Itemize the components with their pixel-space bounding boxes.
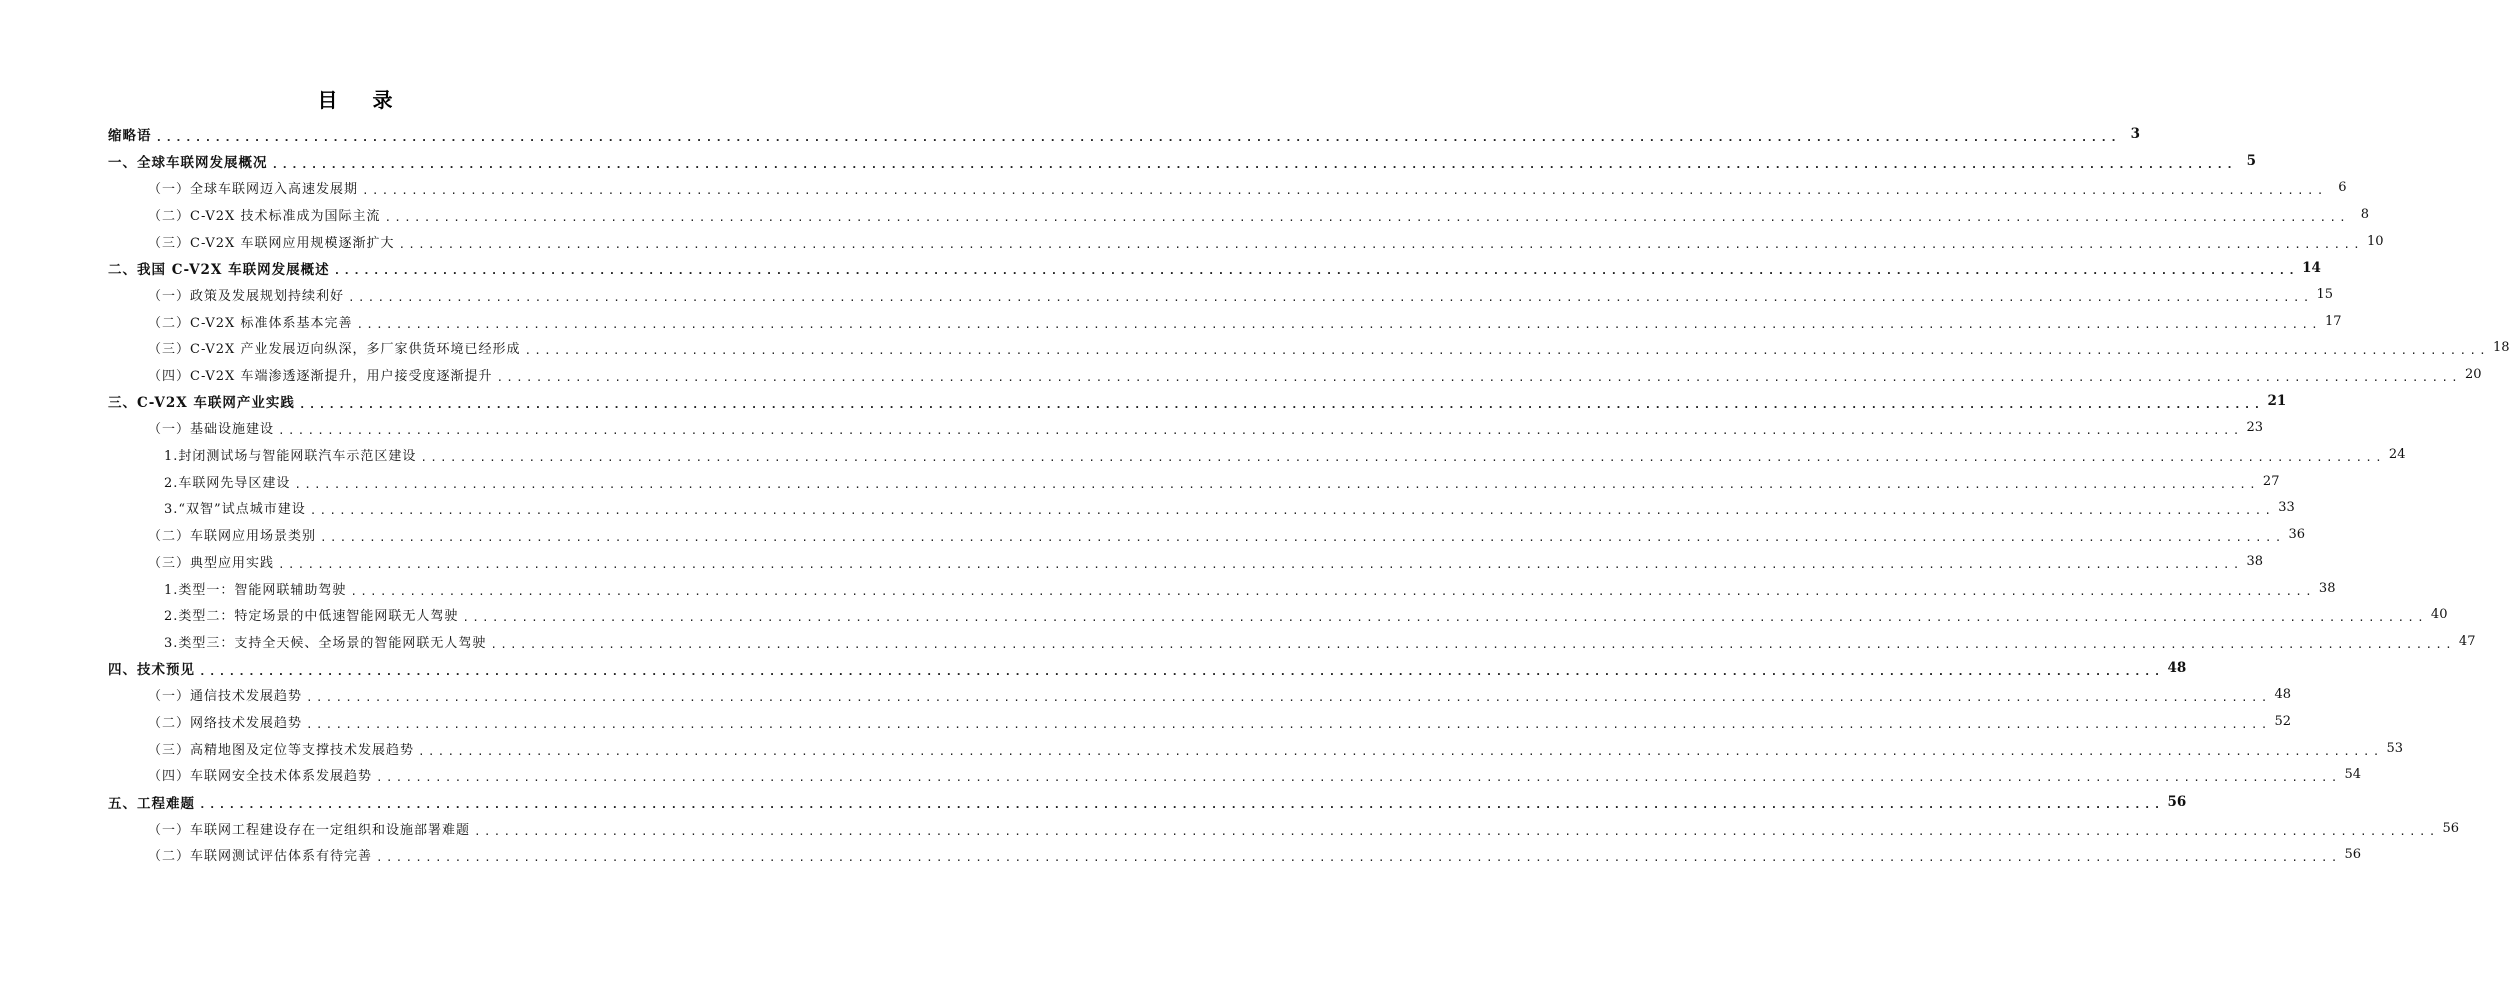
- toc-entry-title: （一）基础设施建设: [148, 422, 275, 438]
- toc-page-number: 40: [2430, 607, 2448, 623]
- toc-entry-title: （四）车联网安全技术体系发展趋势: [148, 769, 373, 785]
- toc-subsection-entry[interactable]: [0, 495, 2295, 522]
- toc-leader-dots: ........................................................................................................................................................................................................: [278, 424, 2243, 438]
- toc-leader-dots: ........................................................................................................................................................................................................: [376, 851, 2341, 865]
- toc-page-number: 36: [2288, 527, 2306, 543]
- toc-leader-dots: ........................................................................................................................................................................................................: [398, 237, 2363, 251]
- toc-page-number: 56: [2167, 793, 2187, 810]
- toc-entry-title: 3.类型三：支持全天候、全场景的智能网联无人驾驶: [164, 635, 487, 651]
- toc-leader-dots: ........................................................................................................................................................................................................: [350, 584, 2315, 598]
- toc-entry-title: （二）C-V2X 技术标准成为国际主流: [148, 208, 381, 224]
- toc-entry-title: （四）C-V2X 车端渗透逐渐提升，用户接受度逐渐提升: [148, 369, 493, 385]
- toc-entry-title: （二）车联网测试评估体系有待完善: [148, 849, 373, 865]
- toc-leader-dots: ........................................................................................................................................................................................................: [309, 504, 2275, 518]
- toc-chapter-entry[interactable]: [0, 388, 2287, 415]
- toc-page-number: 47: [2458, 633, 2476, 649]
- toc-leader-dots: ........................................................................................................................................................................................................: [384, 210, 2349, 224]
- toc-section-entry[interactable]: [0, 415, 2264, 442]
- toc-page-number: 52: [2274, 713, 2292, 729]
- toc-page-number: 8: [2360, 206, 2369, 222]
- toc-leader-dots: ........................................................................................................................................................................................................: [376, 771, 2341, 785]
- toc-page-number: 56: [2442, 820, 2460, 836]
- toc-leader-dots: ........................................................................................................................................................................................................: [348, 290, 2313, 304]
- toc-leader-dots: ........................................................................................................................................................................................................: [420, 451, 2385, 465]
- toc-leader-dots: ........................................................................................................................................................................................................: [474, 824, 2439, 838]
- toc-subsection-entry[interactable]: [0, 628, 2476, 655]
- toc-page-number: 54: [2344, 767, 2362, 783]
- toc-leader-dots: ........................................................................................................................................................................................................: [356, 317, 2321, 331]
- toc-entry-title: （二）C-V2X 标准体系基本完善: [148, 315, 353, 331]
- toc-entry-title: 五、工程难题: [108, 795, 195, 812]
- toc-leader-dots: ........................................................................................................................................................................................................: [462, 611, 2427, 625]
- toc-entry-title: （一）车联网工程建设存在一定组织和设施部署难题: [148, 822, 471, 838]
- toc-page-number: 27: [2262, 473, 2280, 489]
- toc-page-number: 14: [2302, 259, 2321, 276]
- toc-section-entry[interactable]: [0, 174, 2347, 201]
- page-title: 目 录: [317, 88, 407, 112]
- toc-page-number: 6: [2338, 180, 2347, 196]
- toc-subsection-entry[interactable]: [0, 575, 2336, 602]
- toc-entry-title: 2.车联网先导区建设: [164, 475, 291, 491]
- toc-entry-title: 1.类型一：智能网联辅助驾驶: [164, 582, 347, 598]
- toc-page-number: 18: [2492, 340, 2510, 356]
- toc-subsection-entry[interactable]: [0, 601, 2448, 628]
- toc-page-number: 38: [2318, 580, 2336, 596]
- toc-leader-dots: ........................................................................................................................................................................................................: [199, 798, 2164, 812]
- toc-entry-title: 四、技术预见: [108, 662, 195, 679]
- toc-leader-dots: ........................................................................................................................................................................................................: [362, 184, 2327, 198]
- toc-section-entry[interactable]: [0, 521, 2306, 548]
- toc-page-number: 10: [2366, 233, 2384, 249]
- toc-entry-title: 2.类型二：特定场景的中低速智能网联无人驾驶: [164, 609, 459, 625]
- toc-page-number: 53: [2386, 740, 2404, 756]
- toc-leader-dots: ........................................................................................................................................................................................................: [320, 531, 2285, 545]
- table-of-contents: [0, 121, 2510, 868]
- toc-leader-dots: ........................................................................................................................................................................................................: [490, 637, 2455, 651]
- toc-page-number: 56: [2344, 847, 2362, 863]
- toc-entry-title: 二、我国 C-V2X 车联网发展概述: [108, 261, 330, 278]
- toc-leader-dots: ........................................................................................................................................................................................................: [271, 157, 2237, 171]
- toc-page-number: 24: [2388, 447, 2406, 463]
- toc-entry-title: （一）政策及发展规划持续利好: [148, 288, 345, 304]
- toc-entry-title: （二）网络技术发展趋势: [148, 715, 303, 731]
- toc-section-entry[interactable]: [0, 708, 2292, 735]
- toc-entry-title: （三）典型应用实践: [148, 555, 275, 571]
- toc-section-entry[interactable]: [0, 361, 2482, 388]
- toc-entry-title: 1.封闭测试场与智能网联汽车示范区建设: [164, 449, 417, 465]
- toc-leader-dots: ........................................................................................................................................................................................................: [306, 691, 2271, 705]
- toc-entry-title: 缩略语: [108, 128, 152, 145]
- toc-subsection-entry[interactable]: [0, 441, 2406, 468]
- toc-section-entry[interactable]: [0, 335, 2510, 362]
- toc-leader-dots: ........................................................................................................................................................................................................: [278, 557, 2243, 571]
- toc-leader-dots: ........................................................................................................................................................................................................: [298, 397, 2264, 411]
- toc-entry-title: （三）高精地图及定位等支撑技术发展趋势: [148, 742, 415, 758]
- toc-leader-dots: ........................................................................................................................................................................................................: [199, 664, 2164, 678]
- toc-leader-dots: ........................................................................................................................................................................................................: [155, 130, 2121, 144]
- toc-leader-dots: ........................................................................................................................................................................................................: [294, 477, 2259, 491]
- toc-page-number: 5: [2246, 153, 2257, 170]
- toc-section-entry[interactable]: [0, 735, 2404, 762]
- toc-entry-title: （三）C-V2X 产业发展迈向纵深，多厂家供货环境已经形成: [148, 342, 521, 358]
- toc-chapter-entry[interactable]: [0, 254, 2321, 281]
- toc-page-number: 3: [2130, 126, 2141, 143]
- toc-leader-dots: ........................................................................................................................................................................................................: [418, 744, 2383, 758]
- toc-leader-dots: ........................................................................................................................................................................................................: [524, 344, 2489, 358]
- toc-chapter-entry[interactable]: [0, 655, 2187, 682]
- toc-page-number: 20: [2464, 367, 2482, 383]
- toc-chapter-entry[interactable]: [0, 148, 2257, 175]
- toc-section-entry[interactable]: [0, 281, 2334, 308]
- toc-page-number: 38: [2246, 553, 2264, 569]
- toc-leader-dots: ........................................................................................................................................................................................................: [306, 717, 2271, 731]
- toc-page-number: 15: [2316, 286, 2334, 302]
- toc-subsection-entry[interactable]: [0, 468, 2280, 495]
- toc-section-entry[interactable]: [0, 548, 2264, 575]
- toc-section-entry[interactable]: [0, 228, 2384, 255]
- toc-page-number: 23: [2246, 420, 2264, 436]
- toc-section-entry[interactable]: [0, 201, 2369, 228]
- toc-page-number: 21: [2267, 393, 2287, 410]
- toc-page-number: 33: [2278, 500, 2295, 516]
- toc-section-entry[interactable]: [0, 842, 2362, 869]
- toc-leader-dots: ........................................................................................................................................................................................................: [333, 264, 2299, 278]
- toc-chapter-entry[interactable]: [0, 121, 2141, 148]
- toc-entry-title: 三、C-V2X 车联网产业实践: [108, 395, 295, 412]
- toc-section-entry[interactable]: [0, 815, 2460, 842]
- toc-entry-title: （一）通信技术发展趋势: [148, 689, 303, 705]
- toc-page-number: 48: [2167, 660, 2187, 677]
- toc-entry-title: （二）车联网应用场景类别: [148, 529, 317, 545]
- toc-entry-title: （三）C-V2X 车联网应用规模逐渐扩大: [148, 235, 395, 251]
- toc-section-entry[interactable]: [0, 308, 2342, 335]
- toc-page-number: 48: [2274, 687, 2292, 703]
- toc-entry-title: 3.“双智”试点城市建设: [164, 502, 306, 518]
- toc-section-entry[interactable]: [0, 762, 2362, 789]
- toc-entry-title: 一、全球车联网发展概况: [108, 155, 268, 172]
- toc-entry-title: （一）全球车联网迈入高速发展期: [148, 182, 359, 198]
- toc-page-number: 17: [2324, 313, 2342, 329]
- toc-leader-dots: ........................................................................................................................................................................................................: [496, 371, 2461, 385]
- toc-section-entry[interactable]: [0, 681, 2292, 708]
- toc-chapter-entry[interactable]: [0, 788, 2187, 815]
